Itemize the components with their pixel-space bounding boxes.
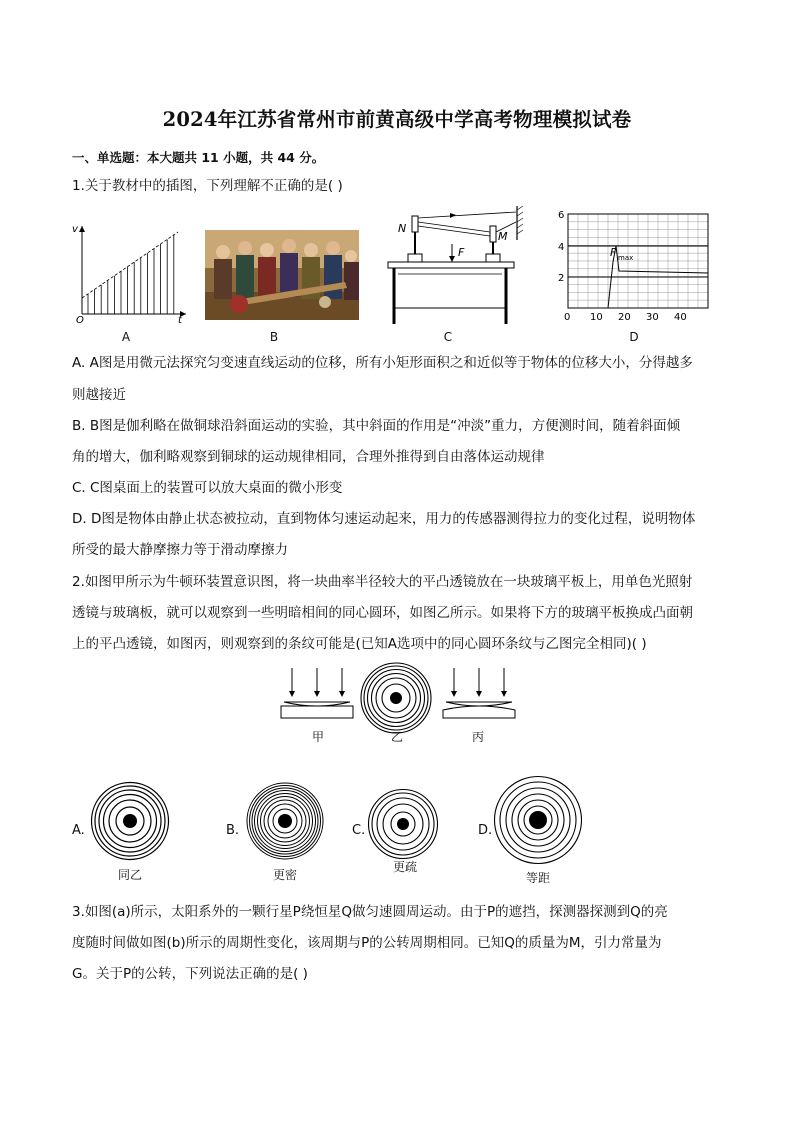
figd-ytick-4: 4 bbox=[558, 242, 565, 253]
ring-center-dot bbox=[123, 814, 137, 828]
q2-option-b-caption: 更密 bbox=[272, 868, 297, 882]
ring-center-dot bbox=[390, 692, 402, 704]
q1-option-c: C. C图桌面上的装置可以放大桌面的微小形变 bbox=[72, 480, 343, 496]
q2-option-d-rings bbox=[493, 775, 583, 865]
figd-xtick-10: 10 bbox=[590, 312, 603, 323]
q2-option-c-caption: 更疏 bbox=[392, 860, 417, 874]
figd-xtick-20: 20 bbox=[618, 312, 631, 323]
q1-fig-label-d: D bbox=[629, 330, 639, 344]
figd-ytick-6: 6 bbox=[558, 210, 565, 221]
q2-fig-label-bing: 丙 bbox=[471, 730, 484, 744]
q1-stem: 1.关于教材中的插图，下列理解不正确的是( ) bbox=[72, 178, 343, 194]
figa-t-label: t bbox=[178, 315, 182, 324]
q1-figure-c bbox=[386, 204, 532, 324]
figd-fmax-label: F bbox=[610, 246, 617, 259]
q2-figure-jia bbox=[278, 664, 356, 722]
figc-m-label: M bbox=[498, 230, 508, 243]
q1-option-d-line1: D. D图是物体由静止状态被拉动，直到物体匀速运动起来，用力的传感器测得拉力的变化过程，说明物体 bbox=[72, 511, 696, 527]
q3-line1: 3.如图(a)所示，太阳系外的一颗行星P绕恒星Q做匀速圆周运动。由于P的遮挡，探测器探测到Q的亮 bbox=[72, 904, 668, 920]
q2-fig-label-jia: 甲 bbox=[311, 730, 324, 744]
ring-center-dot bbox=[278, 814, 292, 828]
ring-center-dot bbox=[529, 811, 547, 829]
q2-option-a-caption: 同乙 bbox=[117, 868, 142, 882]
q2-option-a-letter: A. bbox=[72, 823, 85, 838]
q2-option-c-letter: C. bbox=[352, 823, 366, 838]
ring-center-dot bbox=[397, 818, 409, 830]
page-title: 2024年江苏省常州市前黄高级中学高考物理模拟试卷 bbox=[162, 108, 632, 131]
q3-line2: 度随时间做如图(b)所示的周期性变化，该周期与P的公转周期相同。已知Q的质量为M，引力常量为 bbox=[72, 935, 662, 951]
q3-line3: G。关于P的公转，下列说法正确的是( ) bbox=[72, 966, 308, 982]
figc-f-label: F bbox=[458, 246, 465, 259]
q1-option-a-line1: A. A图是用微元法探究匀变速直线运动的位移，所有小矩形面积之和近似等于物体的位移大小，分得越多 bbox=[72, 355, 693, 371]
section-heading: 一、单选题：本大题共 11 小题，共 44 分。 bbox=[72, 150, 325, 165]
q1-option-a-line2: 则越接近 bbox=[72, 387, 126, 403]
q2-option-d-letter: D. bbox=[478, 823, 493, 838]
q1-option-b-line1: B. B图是伽利略在做铜球沿斜面运动的实验，其中斜面的作用是“冲淡”重力，方便测时间，随着斜面倾 bbox=[72, 418, 681, 434]
q2-figure-yi bbox=[358, 660, 434, 736]
q2-figure-bing bbox=[440, 664, 518, 722]
q2-line2: 透镜与玻璃板，就可以观察到一些明暗相间的同心圆环，如图乙所示。如果将下方的玻璃平板换成凸面朝 bbox=[72, 605, 693, 621]
figa-v-label: v bbox=[72, 224, 78, 235]
q2-option-d-caption: 等距 bbox=[525, 871, 550, 885]
q1-fig-label-a: A bbox=[121, 330, 131, 344]
q1-figure-d bbox=[556, 206, 718, 324]
q1-option-b-line2: 角的增大，伽利略观察到铜球的运动规律相同，合理外推得到自由落体运动规律 bbox=[72, 449, 545, 465]
figd-xtick-0: 0 bbox=[564, 312, 571, 323]
figd-xtick-40: 40 bbox=[674, 312, 687, 323]
q2-option-a-rings bbox=[90, 781, 170, 861]
figc-n-label: N bbox=[398, 222, 407, 235]
q2-line1: 2.如图甲所示为牛顿环装置意识图，将一块曲率半径较大的平凸透镜放在一块玻璃平板上，用单色光照射 bbox=[72, 574, 693, 590]
q1-option-d-line2: 所受的最大静摩擦力等于滑动摩擦力 bbox=[72, 542, 288, 558]
figd-ytick-2: 2 bbox=[558, 273, 565, 284]
q2-option-c-rings bbox=[367, 788, 439, 860]
q1-fig-label-c: C bbox=[443, 330, 453, 344]
q2-option-b-rings bbox=[245, 781, 325, 861]
figd-fmax-sub: max bbox=[618, 254, 634, 262]
q2-line3: 上的平凸透镜，如图丙，则观察到的条纹可能是(已知A选项中的同心圆环条纹与乙图完全相同)( ) bbox=[72, 636, 647, 652]
figd-xtick-30: 30 bbox=[646, 312, 659, 323]
q2-option-b-letter: B. bbox=[226, 823, 240, 838]
figa-o-label: O bbox=[76, 315, 84, 324]
q1-figure-b-painting bbox=[205, 230, 359, 320]
q1-fig-label-b: B bbox=[269, 330, 279, 344]
q1-figure-a bbox=[66, 220, 192, 324]
q2-fig-label-yi: 乙 bbox=[390, 730, 403, 744]
